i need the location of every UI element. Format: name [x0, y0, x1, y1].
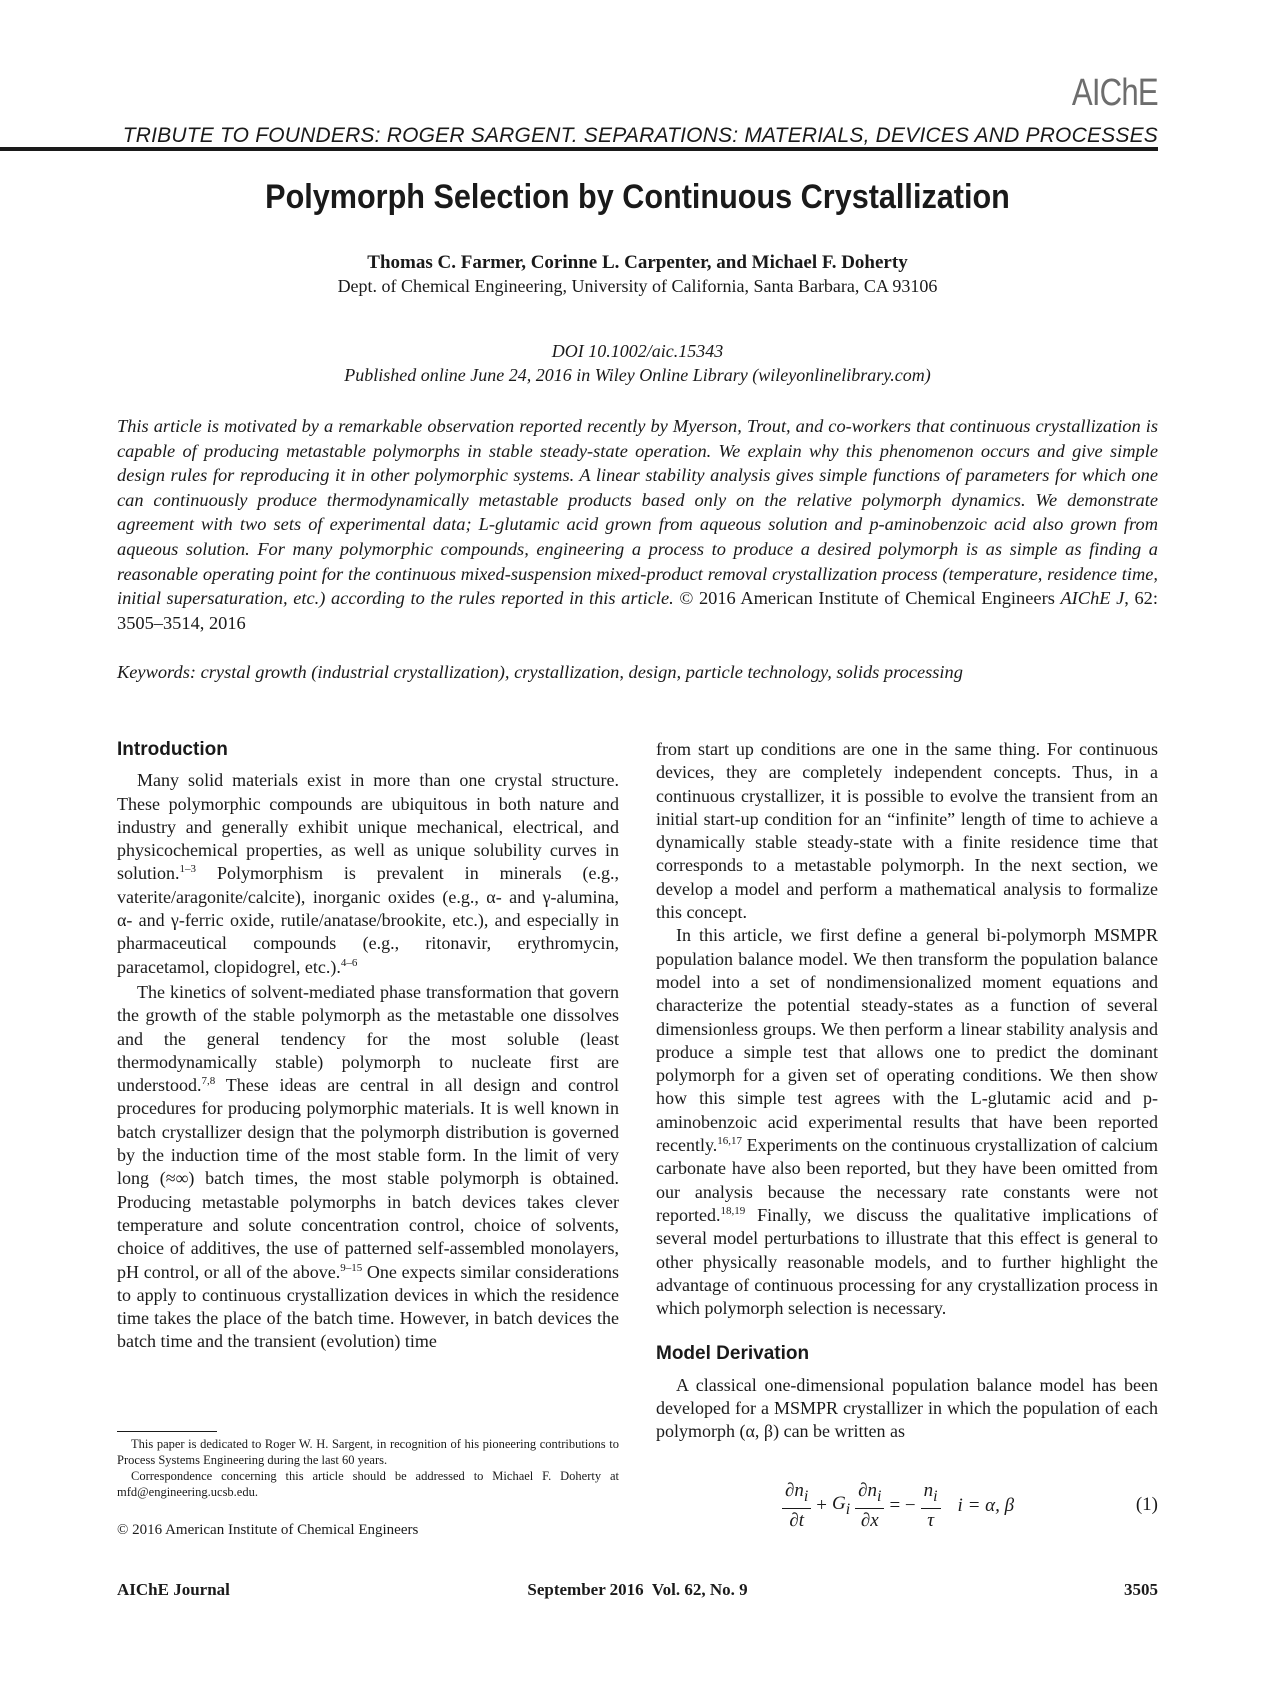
- intro-p1-text: Many solid materials exist in more than one crystal structure. These polymorphic compounds are ubiquitous in both nature and industry and generally exhibit unique mechanical, electrical, and physicochemical properties, as well as unique solubility curves in solution.: [117, 770, 619, 884]
- citation-ref: 1–3: [179, 863, 197, 876]
- intro-paragraph-2: [117, 981, 619, 1354]
- citation-ref: 7,8: [201, 1075, 216, 1088]
- equation-plus: +: [816, 1495, 828, 1516]
- equation-term-3: $\frac{n_i}{\tau}$: [921, 1479, 941, 1534]
- right-paragraph-3: A classical one-dimensional population balance model has been developed for a MSMPR crystallizer in which the population of each polymorph (α, β) can be written as: [656, 1374, 1158, 1442]
- abstract: [117, 414, 1158, 635]
- section-label: TRIBUTE TO FOUNDERS: ROGER SARGENT. SEPARATIONS: MATERIALS, DEVICES AND PROCESSES: [122, 124, 1158, 147]
- intro-p2-text-b: These ideas are central in all design and control procedures for producing polymorphic materials. It is well known in batch crystallizer design that the polymorph distribution is governed by the induction time of the most stable form. In the limit of very long (≈∞) batch times, the most stable polymorph is obtained. Producing metastable polymorphs in batch devices takes clever temperature and solute concentration control, choice of solvents, choice of additives, the use of patterned self-assembled monolayers, pH control, or all of the above.: [117, 1075, 619, 1282]
- footer-page-number: 3505: [1124, 1580, 1158, 1599]
- affiliation: Dept. of Chemical Engineering, University of California, Santa Barbara, CA 93106: [337, 276, 938, 296]
- keywords: Keywords: crystal growth (industrial crystallization), crystallization, design, particle technology, solids processing: [117, 662, 963, 682]
- footnotes: [117, 1436, 619, 1500]
- abstract-text: This article is motivated by a remarkable observation reported recently by Myerson, Trout, and co-workers that continuous crystallization is capable of producing metastable polymorphs in stable steady-state operation. We explain why this phenomenon occurs and give simple design rules for reproducing it in other polymorphic systems. A linear stability analysis gives simple functions of parameters for which one can continuously produce thermodynamically metastable products based only on the relative polymorph dynamics. We demonstrate agreement with two sets of experimental data; L-glutamic acid grown from aqueous solution and p-aminobenzoic acid also grown from aqueous solution. For many polymorphic compounds, engineering a process to produce a desired polymorph is as simple as finding a reasonable operating point for the continuous mixed-suspension mixed-product removal crystallization process (temperature, residence time, initial supersaturation, etc.) according to the rules reported in this article.: [117, 416, 1158, 609]
- citation-ref: 18,19: [720, 1204, 746, 1217]
- left-column: [117, 738, 619, 1354]
- intro-p2-text: The kinetics of solvent-mediated phase transformation that govern the growth of the stable polymorph as the metastable one dissolves and the general tendency for the most soluble (least thermodynamically stable) polymorph to nucleate first are understood.: [117, 981, 619, 1096]
- equation-term-2: $\frac{\partial n_i}{\partial x}$: [855, 1479, 884, 1534]
- abstract-copyright: © 2016 American Institute of Chemical Engineers: [673, 588, 1061, 609]
- journal-logo: AIChE: [1072, 72, 1158, 114]
- right-p2-text-c: Finally, we discuss the qualitative implications of several model perturbations to illustrate that this effect is general to other physically reasonable models, and to further highlight the advantage of continuous processing for any crystallization process in which polymorph selection is necessary.: [656, 1204, 1158, 1319]
- abstract-journal: AIChE J: [1060, 588, 1125, 609]
- intro-p1-text-b: Polymorphism is prevalent in minerals (e.g., vaterite/aragonite/calcite), inorganic oxides (e.g., α- and γ-alumina, α- and γ-ferric oxide, rutile/anatase/brookite, etc.), and especially in pharmaceutical compounds (e.g., ritonavir, erythromycin, paracetamol, clopidogrel, etc.).: [117, 863, 619, 977]
- citation-ref: 9–15: [340, 1261, 363, 1274]
- right-paragraph-2: [656, 924, 1158, 1320]
- publication-info: Published online June 24, 2016 in Wiley Online Library (wileyonlinelibrary.com): [344, 365, 931, 385]
- introduction-heading: Introduction: [117, 739, 228, 760]
- equation-1: [782, 1476, 1014, 1536]
- article-title: Polymorph Selection by Continuous Crystallization: [265, 178, 1010, 216]
- equation-equals: = −: [889, 1495, 916, 1516]
- equation-term-1: $\frac{\partial n_i}{\partial t}$: [782, 1479, 811, 1534]
- right-paragraph-1: from start up conditions are one in the same thing. For continuous devices, they are completely independent concepts. Thus, in a continuous crystallizer, it is possible to evolve the transient from an initial start-up condition for an “infinite” length of time to achieve a dynamically stable steady-state with a finite residence time that corresponds to a metastable polymorph. In the next section, we develop a model and perform a mathematical analysis to formalize this concept.: [656, 739, 1158, 923]
- footer-issue: September 2016 Vol. 62, No. 9: [527, 1580, 748, 1599]
- header-rule: [0, 147, 1158, 151]
- model-derivation-heading: Model Derivation: [656, 1343, 810, 1365]
- authors: Thomas C. Farmer, Corinne L. Carpenter, and Michael F. Doherty: [367, 252, 908, 273]
- equation-number: (1): [1135, 1494, 1158, 1515]
- footnote-correspondence: Correspondence concerning this article should be addressed to Michael F. Doherty at mfd@engineering.ucsb.edu.: [117, 1469, 619, 1499]
- footer-journal: AIChE Journal: [117, 1580, 230, 1599]
- citation-ref: 4–6: [340, 956, 358, 969]
- intro-paragraph-1: [117, 769, 619, 979]
- right-p2-text: In this article, we first define a general bi-polymorph MSMPR population balance model. We then transform the population balance model into a set of nondimensionalized moment equations and characterize the potential steady-states as a function of several dimensionless groups. We then perform a linear stability analysis and produce a simple test that allows one to predict the dominant polymorph for a given set of operating conditions. We then show how this simple test agrees with the L-glutamic acid and p-aminobenzoic acid experimental results that have been reported recently.: [656, 925, 1158, 1156]
- footnote-dedication: This paper is dedicated to Roger W. H. Sargent, in recognition of his pioneering contributions to Process Systems Engineering during the last 60 years.: [117, 1437, 619, 1467]
- equation-growth-rate: $G_i$: [832, 1493, 851, 1518]
- abstract-citation: , 62: 3505–3514, 2016: [117, 588, 1158, 633]
- copyright: © 2016 American Institute of Chemical Engineers: [117, 1522, 419, 1538]
- intro-p2-text-c: One expects similar considerations to apply to continuous crystallization devices in which the residence time takes the place of the batch time. However, in batch devices the batch time and the transient (evolution) time: [117, 1261, 619, 1352]
- footnote-rule: [117, 1431, 217, 1432]
- right-column: [656, 738, 1158, 1444]
- right-p2-text-b: Experiments on the continuous crystallization of calcium carbonate have also been reported, but they have been omitted from our analysis because the necessary rate constants were not reported.: [656, 1135, 1158, 1225]
- doi: DOI 10.1002/aic.15343: [551, 341, 724, 361]
- equation-condition: i = α, β: [957, 1495, 1015, 1516]
- citation-ref: 16,17: [717, 1135, 743, 1148]
